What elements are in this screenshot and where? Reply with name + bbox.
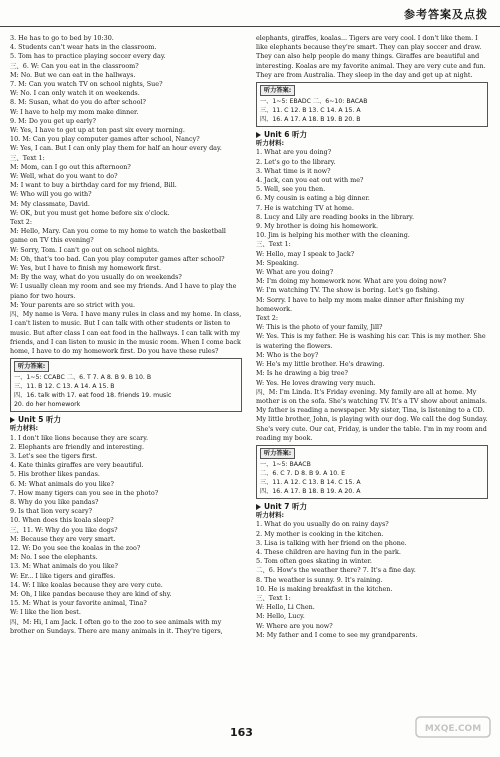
text-line: W: No. I can only watch it on weekends.: [10, 89, 140, 98]
text-line: 2. Elephants are friendly and interesting.: [10, 442, 144, 451]
unit-6-subheading: 听力材料:: [256, 139, 285, 148]
text-line: 6. M: What animals do you like?: [10, 479, 114, 488]
unit-6-title: Unit 6 听力: [264, 130, 308, 140]
text-line: 7. M: Can you watch TV on school nights, Sue?: [10, 80, 163, 89]
text-line: 10. Jim is helping his mother with the cleaning.: [256, 231, 410, 240]
right-column: [256, 34, 488, 640]
text-line: 三、Text 1:: [256, 240, 291, 249]
text-line: 3. Lisa is talking with her friend on the phone.: [256, 538, 407, 547]
text-line: W: Who will you go with?: [10, 190, 92, 199]
text-line: Text 2:: [256, 314, 278, 323]
text-line: 二、6. How's the weather there? 7. It's a fine day.: [256, 566, 416, 575]
text-line: M: By the way, what do you usually do on weekends?: [10, 273, 182, 282]
text-line: 四、My name is Vera. I have many rules in class and my home. In class, I can't listen to music. But I can talk with other students or listen to music. But after class I can eat food in the hallways. I can talk with my friends, and I can listen to music in the music room. When I come back home, I have to do my homework first. Do you have these rules?: [10, 310, 242, 355]
answer-box-title: 听力答案:: [260, 448, 295, 459]
unit-6-heading: [256, 130, 488, 139]
unit-7-title: Unit 7 听力: [264, 501, 308, 511]
text-line: 3. He has to go to bed by 10:30.: [10, 34, 114, 42]
text-line: Text 2:: [10, 218, 32, 227]
header-title: 参考答案及点拨: [404, 8, 488, 21]
text-line: 5. Tom often goes skating in winter.: [256, 557, 372, 566]
answer-line: 20. do her homework: [14, 401, 81, 409]
text-line: 14. W: I like koalas because they are very cute.: [10, 580, 163, 589]
answer-box-unit5: [256, 82, 488, 127]
page-number: 163: [230, 726, 253, 739]
text-line: 4. Kate thinks giraffes are very beautiful.: [10, 461, 144, 470]
text-line: W: Yes. This is my father. He is washing his car. This is my mother. She is watering the flowers.: [256, 332, 486, 350]
unit-5-subheading: 听力材料:: [10, 424, 39, 433]
text-line: 7. He is watching TV at home.: [256, 203, 354, 212]
text-line: 15. M: What is your favorite animal, Tina?: [10, 599, 147, 608]
text-line: M: No. I see the elephants.: [10, 553, 98, 562]
unit-5-heading: [10, 415, 242, 424]
answer-line: 二、6. C 7. D 8. B 9. A 10. E: [260, 469, 346, 477]
unit-7-heading: [256, 502, 488, 511]
text-line: 5. His brother likes pandas.: [10, 470, 100, 479]
text-line: M: No. But we can eat in the hallways.: [10, 70, 136, 79]
text-line: 9. M: Do you get up early?: [10, 116, 96, 125]
text-line: W: OK, but you must get home before six o'clock.: [10, 208, 170, 217]
text-line: M: Your parents are so strict with you.: [10, 300, 135, 309]
answer-box-title: 听力答案:: [14, 361, 49, 372]
text-line: 三、11. W: Why do you like dogs?: [10, 525, 118, 534]
text-line: elephants, giraffes, koalas... Tigers are very cool. I don't like them. I like elephants because they're smart. They can play soccer and draw. They can also help people do many things. Giraffes are beautiful and interesting. Koalas are my favorite animal. They are very cute and fun. They are from Australia. They sleep in the day and get up at night.: [256, 34, 486, 79]
text-line: 2. My mother is cooking in the kitchen.: [256, 529, 384, 538]
text-line: 5. Well, see you then.: [256, 185, 326, 194]
text-line: 三、Text 1:: [10, 153, 45, 162]
answer-line: 三、11. B 12. C 13. A 14. A 15. B: [14, 383, 115, 391]
text-line: M: My father and I come to see my grandparents.: [256, 630, 418, 639]
text-line: W: Sorry, Tom. I can't go out on school nights.: [10, 245, 160, 254]
text-line: 3. What time is it now?: [256, 166, 331, 175]
text-line: M: My classmate, David.: [10, 199, 90, 208]
text-line: W: I have to help my mom make dinner.: [10, 107, 139, 116]
text-line: W: I like the lion best.: [10, 608, 81, 617]
text-line: 13. M: What animals do you like?: [10, 562, 118, 571]
unit-7-subheading: 听力材料:: [256, 511, 285, 520]
page-header: [0, 0, 500, 27]
text-line: W: Hello, may I speak to Jack?: [256, 249, 355, 258]
text-line: 四、M: I'm Linda. It's Friday evening. My family are all at home. My mother is on the sofa. She's watching TV. It's a TV show about animals. My father is reading a newspaper. My sister, Tina, is listening to a CD. My little brother, John, is playing with our dog. We call the dog Sunday. She's very cute. Our cat, Friday, is under the table. I'm in my room and reading my book.: [256, 387, 488, 442]
text-line: 8. The weather is sunny. 9. It's raining.: [256, 575, 383, 584]
text-line: M: Hello, Lucy.: [256, 612, 305, 621]
text-line: W: What are you doing?: [256, 268, 334, 277]
text-line: 8. Lucy and Lily are reading books in the library.: [256, 212, 414, 221]
watermark-text: MXQE.COM: [424, 724, 482, 734]
answer-line: 一、1~5: BAACB: [260, 460, 311, 468]
answer-box-unit6: [256, 445, 488, 499]
left-text-block: [10, 34, 242, 356]
text-line: W: Yes, I have to get up at ten past six every morning.: [10, 126, 185, 135]
unit-5-text-block: [10, 434, 242, 636]
text-line: M: I'm doing my homework now. What are you doing now?: [256, 277, 447, 286]
text-line: 7. How many tigers can you see in the photo?: [10, 488, 159, 497]
triangle-bullet-icon: [10, 417, 15, 423]
text-line: M: Sorry. I have to help my mom make dinner after finishing my homework.: [256, 295, 465, 313]
text-line: W: Yes, but I have to finish my homework first.: [10, 264, 161, 273]
text-line: W: I'm watching TV. The show is boring. Let's go fishing.: [256, 286, 440, 295]
text-line: W: Yes, I can. But I can only play them for half an hour every day.: [10, 144, 222, 153]
text-line: W: Er... I like tigers and giraffes.: [10, 571, 116, 580]
text-line: 三、Text 1:: [256, 593, 291, 602]
text-line: 10. M: Can you play computer games after school, Nancy?: [10, 135, 200, 144]
text-line: M: Who is the boy?: [256, 350, 319, 359]
text-line: M: I want to buy a birthday card for my friend, Bill.: [10, 181, 177, 190]
text-line: 8. M: Susan, what do you do after school?: [10, 98, 146, 107]
text-line: W: Where are you now?: [256, 621, 333, 630]
text-line: 4. Students can't wear hats in the classroom.: [10, 43, 157, 52]
text-line: M: Mom, can I go out this afternoon?: [10, 162, 131, 171]
text-line: 2. Let's go to the library.: [256, 157, 336, 166]
answer-line: 四、16. talk with 17. eat food 18. friends 19. music: [14, 392, 172, 400]
answer-box-unit4: [10, 358, 242, 412]
text-line: 9. My brother is doing his homework.: [256, 222, 378, 231]
answer-box-title: 听力答案:: [260, 85, 295, 96]
unit-6-text-block: [256, 148, 488, 443]
text-line: 4. These children are having fun in the park.: [256, 547, 401, 556]
text-line: 10. When does this koala sleep?: [10, 516, 114, 525]
text-line: 5. Tom has to practice playing soccer every day.: [10, 52, 166, 61]
unit-5-title: Unit 5 听力: [18, 415, 62, 425]
text-line: M: Oh, that's too bad. Can you play computer games after school?: [10, 254, 225, 263]
left-column: [10, 34, 242, 636]
text-line: M: Hello, Mary. Can you come to my home to watch the basketball game on TV this evening?: [10, 227, 226, 245]
triangle-bullet-icon: [256, 504, 261, 510]
answer-line: 三、11. C 12. B 13. C 14. A 15. A: [260, 107, 361, 115]
answer-line: 一、1~5: CCABC 二、6. T 7. A 8. B 9. B 10. B: [14, 374, 152, 382]
triangle-bullet-icon: [256, 132, 261, 138]
text-line: M: Is he drawing a big tree?: [256, 369, 348, 378]
text-line: M: Oh, I like pandas because they are kind of shy.: [10, 589, 172, 598]
unit-7-text-block: [256, 520, 488, 640]
text-line: W: Hello, Li Chen.: [256, 603, 315, 612]
text-line: 8. Why do you like pandas?: [10, 497, 99, 506]
text-line: 三、6. W: Can you eat in the classroom?: [10, 61, 139, 70]
text-line: 1. I don't like lions because they are scary.: [10, 433, 149, 442]
text-line: 1. What do you usually do on rainy days?: [256, 520, 389, 529]
text-line: M: Speaking.: [256, 258, 299, 267]
text-line: 4. Jack, can you eat out with me?: [256, 176, 364, 185]
text-line: M: Because they are very smart.: [10, 534, 116, 543]
answer-line: 三、11. A 12. C 13. B 14. C 15. A: [260, 478, 361, 486]
watermark-logo: [414, 715, 492, 751]
text-line: W: Well, what do you want to do?: [10, 172, 118, 181]
text-line: 12. W: Do you see the koalas in the zoo?: [10, 543, 141, 552]
text-line: W: He's my little brother. He's drawing.: [256, 360, 385, 369]
text-line: W: This is the photo of your family, Jill?: [256, 323, 383, 332]
text-line: 6. My cousin is eating a big dinner.: [256, 194, 370, 203]
answer-line: 四、16. A 17. A 18. B 19. B 20. B: [260, 116, 361, 124]
text-line: 1. What are you doing?: [256, 148, 332, 157]
text-line: 9. Is that lion very scary?: [10, 507, 92, 516]
text-line: 10. He is making breakfast in the kitchen.: [256, 584, 393, 593]
text-line: W: I usually clean my room and see my friends. And I have to play the piano for two hours.: [10, 282, 237, 300]
text-line: 3. Let's see the tigers first.: [10, 451, 98, 460]
answer-line: 一、1~5: EBADC 二、6~10: BACAB: [260, 98, 368, 106]
answer-line: 四、16. A 17. B 18. B 19. A 20. A: [260, 487, 361, 495]
text-line: W: Yes. He loves drawing very much.: [256, 378, 376, 387]
text-line: 四、M: Hi, I am Jack. I often go to the zoo to see animals with my brother on Sundays. There are many animals in it. They're tigers,: [10, 617, 223, 635]
